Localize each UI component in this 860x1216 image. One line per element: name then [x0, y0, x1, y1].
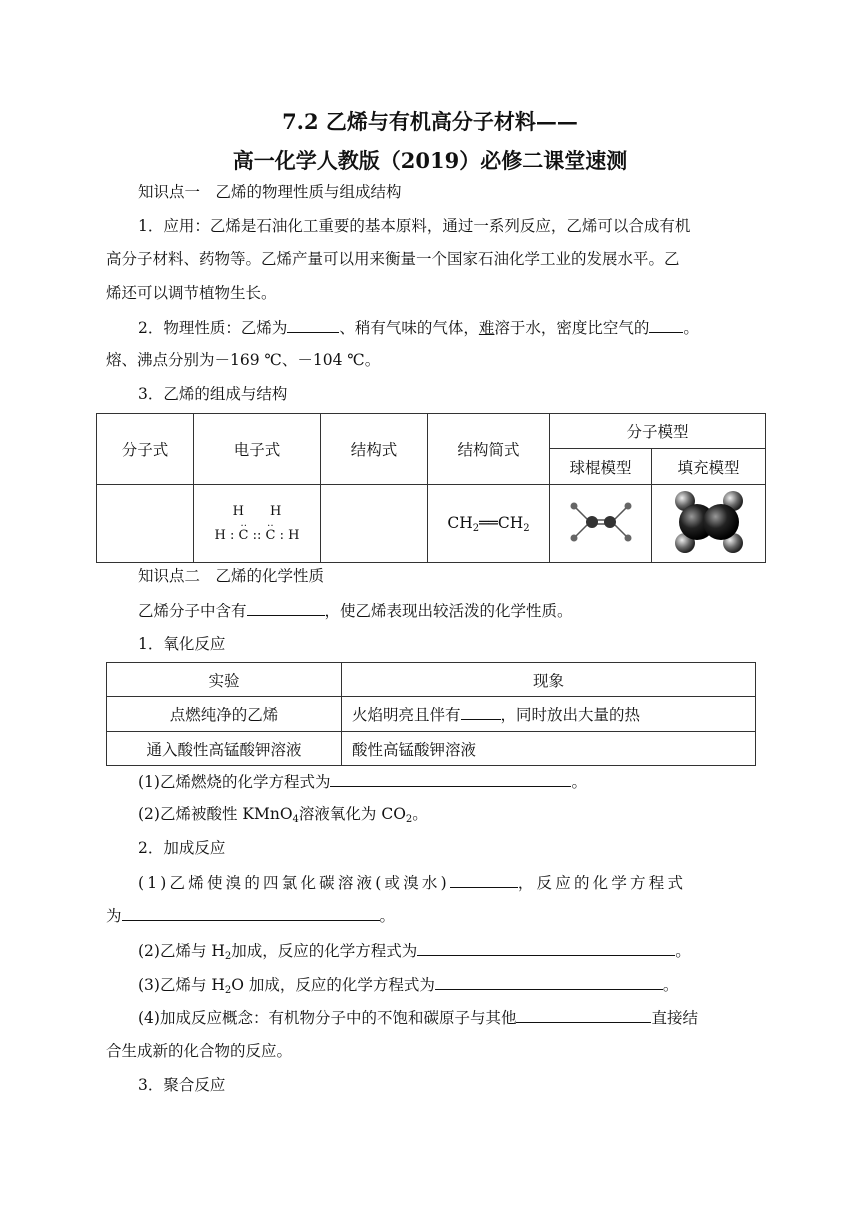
add-item-2-text-a: (2)乙烯与 H: [138, 942, 225, 960]
cell-space-fill: [652, 485, 766, 563]
add-item-2-text-b: 加成，反应的化学方程式为: [231, 942, 418, 960]
row1-experiment: 点燃纯净的乙烯: [107, 697, 342, 732]
simple-sub-1: 2: [472, 522, 480, 534]
p1-line1: 1．应用：乙烯是石油化工重要的基本原料，通过一系列反应，乙烯可以合成有机: [138, 217, 691, 235]
add-item-1-text-c: 为: [106, 907, 122, 925]
intro-line: [138, 600, 573, 621]
header-ball-stick: 球棍模型: [550, 449, 652, 485]
add-item-1-end: 。: [379, 907, 396, 925]
section2-heading: 知识点二 乙烯的化学性质: [138, 567, 325, 585]
ox-item-2: [138, 804, 428, 830]
ox-item-2-text-b: 溶液氧化为 CO: [298, 805, 406, 823]
electron-bottom: H : C :: C : H: [214, 527, 300, 543]
row1-obs-a: 火焰明亮且伴有: [352, 706, 461, 724]
add-item-4-text-b: 直接结: [651, 1009, 698, 1027]
header-model: 分子模型: [550, 414, 766, 449]
ox-item-2-end: 。: [412, 805, 428, 823]
header-experiment: 实验: [107, 663, 342, 697]
ball-stick-model-icon: [566, 497, 636, 547]
blank-bromine-equation[interactable]: [122, 905, 380, 921]
p2-line2: 熔、沸点分别为－169 ℃、－104 ℃。: [106, 351, 381, 369]
title-line-1: 7.2 乙烯与有机高分子材料——: [282, 109, 578, 134]
header-formula: 分子式: [97, 414, 194, 485]
add-item-1-line2: [106, 905, 395, 926]
p2-line1: [138, 317, 699, 338]
blank-combustion-equation[interactable]: [330, 771, 571, 787]
ox-item-2-sub: 4: [292, 814, 299, 825]
cell-formula[interactable]: [97, 485, 194, 563]
blank-color[interactable]: [287, 317, 339, 333]
blank-hydrogen-equation[interactable]: [417, 940, 675, 956]
add-item-1-text-a: (1)乙烯使溴的四氯化碳溶液(或溴水): [138, 874, 450, 892]
blank-density[interactable]: [649, 317, 683, 333]
title-line-2: 高一化学人教版（2019）必修二课堂速测: [232, 148, 628, 173]
oxidation-table: [106, 662, 756, 766]
header-structural: 结构式: [321, 414, 428, 485]
header-space-fill: 填充模型: [652, 449, 766, 485]
ox-item-1-text: (1)乙烯燃烧的化学方程式为: [138, 773, 331, 791]
intro-text-b: ，使乙烯表现出较活泼的化学性质。: [324, 602, 573, 620]
add-item-3-text-b: O 加成，反应的化学方程式为: [231, 976, 435, 994]
cell-electron: [194, 485, 321, 563]
intro-text-a: 乙烯分子中含有: [138, 602, 247, 620]
p2-text-a: 2．物理性质：乙烯为: [138, 319, 288, 337]
add-item-4-line2: 合生成新的化合物的反应。: [106, 1042, 293, 1060]
simple-ch-2: CH: [497, 513, 524, 532]
add-item-2-end: 。: [675, 942, 691, 960]
ox-item-1: [138, 771, 587, 792]
structure-table: [96, 413, 766, 563]
p2-text-b: 、稍有气味的气体，: [339, 319, 479, 337]
p2-text-d: 溶于水，密度比空气的: [494, 319, 650, 337]
space-fill-model-icon: [669, 487, 749, 557]
oxidation-heading: 1．氧化反应: [138, 635, 226, 653]
p3-heading: 3．乙烯的组成与结构: [138, 385, 288, 403]
cell-ball-stick: [550, 485, 652, 563]
electron-dots: ‥ ‥: [240, 517, 274, 529]
add-item-4-line1: [138, 1007, 698, 1028]
header-simple: 结构简式: [428, 414, 550, 485]
p2-text-e: 。: [683, 319, 699, 337]
add-item-1-text-b: ，反应的化学方程式: [517, 874, 687, 892]
ox-item-2-sub2: 2: [405, 814, 413, 825]
ox-item-1-end: 。: [571, 773, 587, 791]
header-phenomenon: 现象: [342, 663, 756, 697]
simple-double-bond: ══: [479, 513, 498, 532]
polymerization-heading: 3．聚合反应: [138, 1076, 226, 1094]
row1-obs-b: ，同时放出大量的热: [500, 706, 641, 724]
p1-line3: 烯还可以调节植物生长。: [106, 284, 277, 302]
ox-item-2-text-a: (2)乙烯被酸性 KMnO: [138, 805, 293, 823]
add-item-3: [138, 974, 678, 1001]
row2-experiment: 通入酸性高锰酸钾溶液: [107, 732, 342, 766]
add-item-2-sub: 2: [224, 951, 232, 962]
add-item-1-line1: [138, 872, 686, 893]
row2-phenomenon: [342, 732, 756, 766]
addition-heading: 2．加成反应: [138, 839, 226, 857]
blank-double-bond[interactable]: [247, 600, 325, 616]
p1-line2: 高分子材料、药物等。乙烯产量可以用来衡量一个国家石油化学工业的发展水平。乙: [106, 250, 680, 268]
simple-sub-2: 2: [523, 522, 530, 534]
simple-ch-1: CH: [447, 513, 473, 532]
add-item-2: [138, 940, 691, 967]
cell-simple: [428, 485, 550, 563]
add-item-3-sub: 2: [224, 985, 232, 996]
add-item-3-end: 。: [662, 976, 679, 994]
blank-water-equation[interactable]: [435, 974, 663, 990]
add-item-4-text-a: (4)加成反应概念：有机物分子中的不饱和碳原子与其他: [138, 1009, 517, 1027]
blank-bromine-phenomenon[interactable]: [450, 872, 518, 888]
electron-top: H H: [232, 503, 282, 519]
electron-formula: [194, 504, 320, 544]
p2-text-c: 难: [478, 319, 495, 337]
add-item-3-text-a: (3)乙烯与 H: [138, 976, 225, 994]
cell-structural[interactable]: [321, 485, 428, 563]
header-electron: 电子式: [194, 414, 321, 485]
blank-smoke[interactable]: [461, 704, 501, 720]
blank-addition-concept[interactable]: [516, 1007, 651, 1023]
row2-obs-a: 酸性高锰酸钾溶液: [352, 740, 477, 759]
row1-phenomenon: [342, 697, 756, 732]
section1-heading: 知识点一 乙烯的物理性质与组成结构: [138, 183, 402, 201]
